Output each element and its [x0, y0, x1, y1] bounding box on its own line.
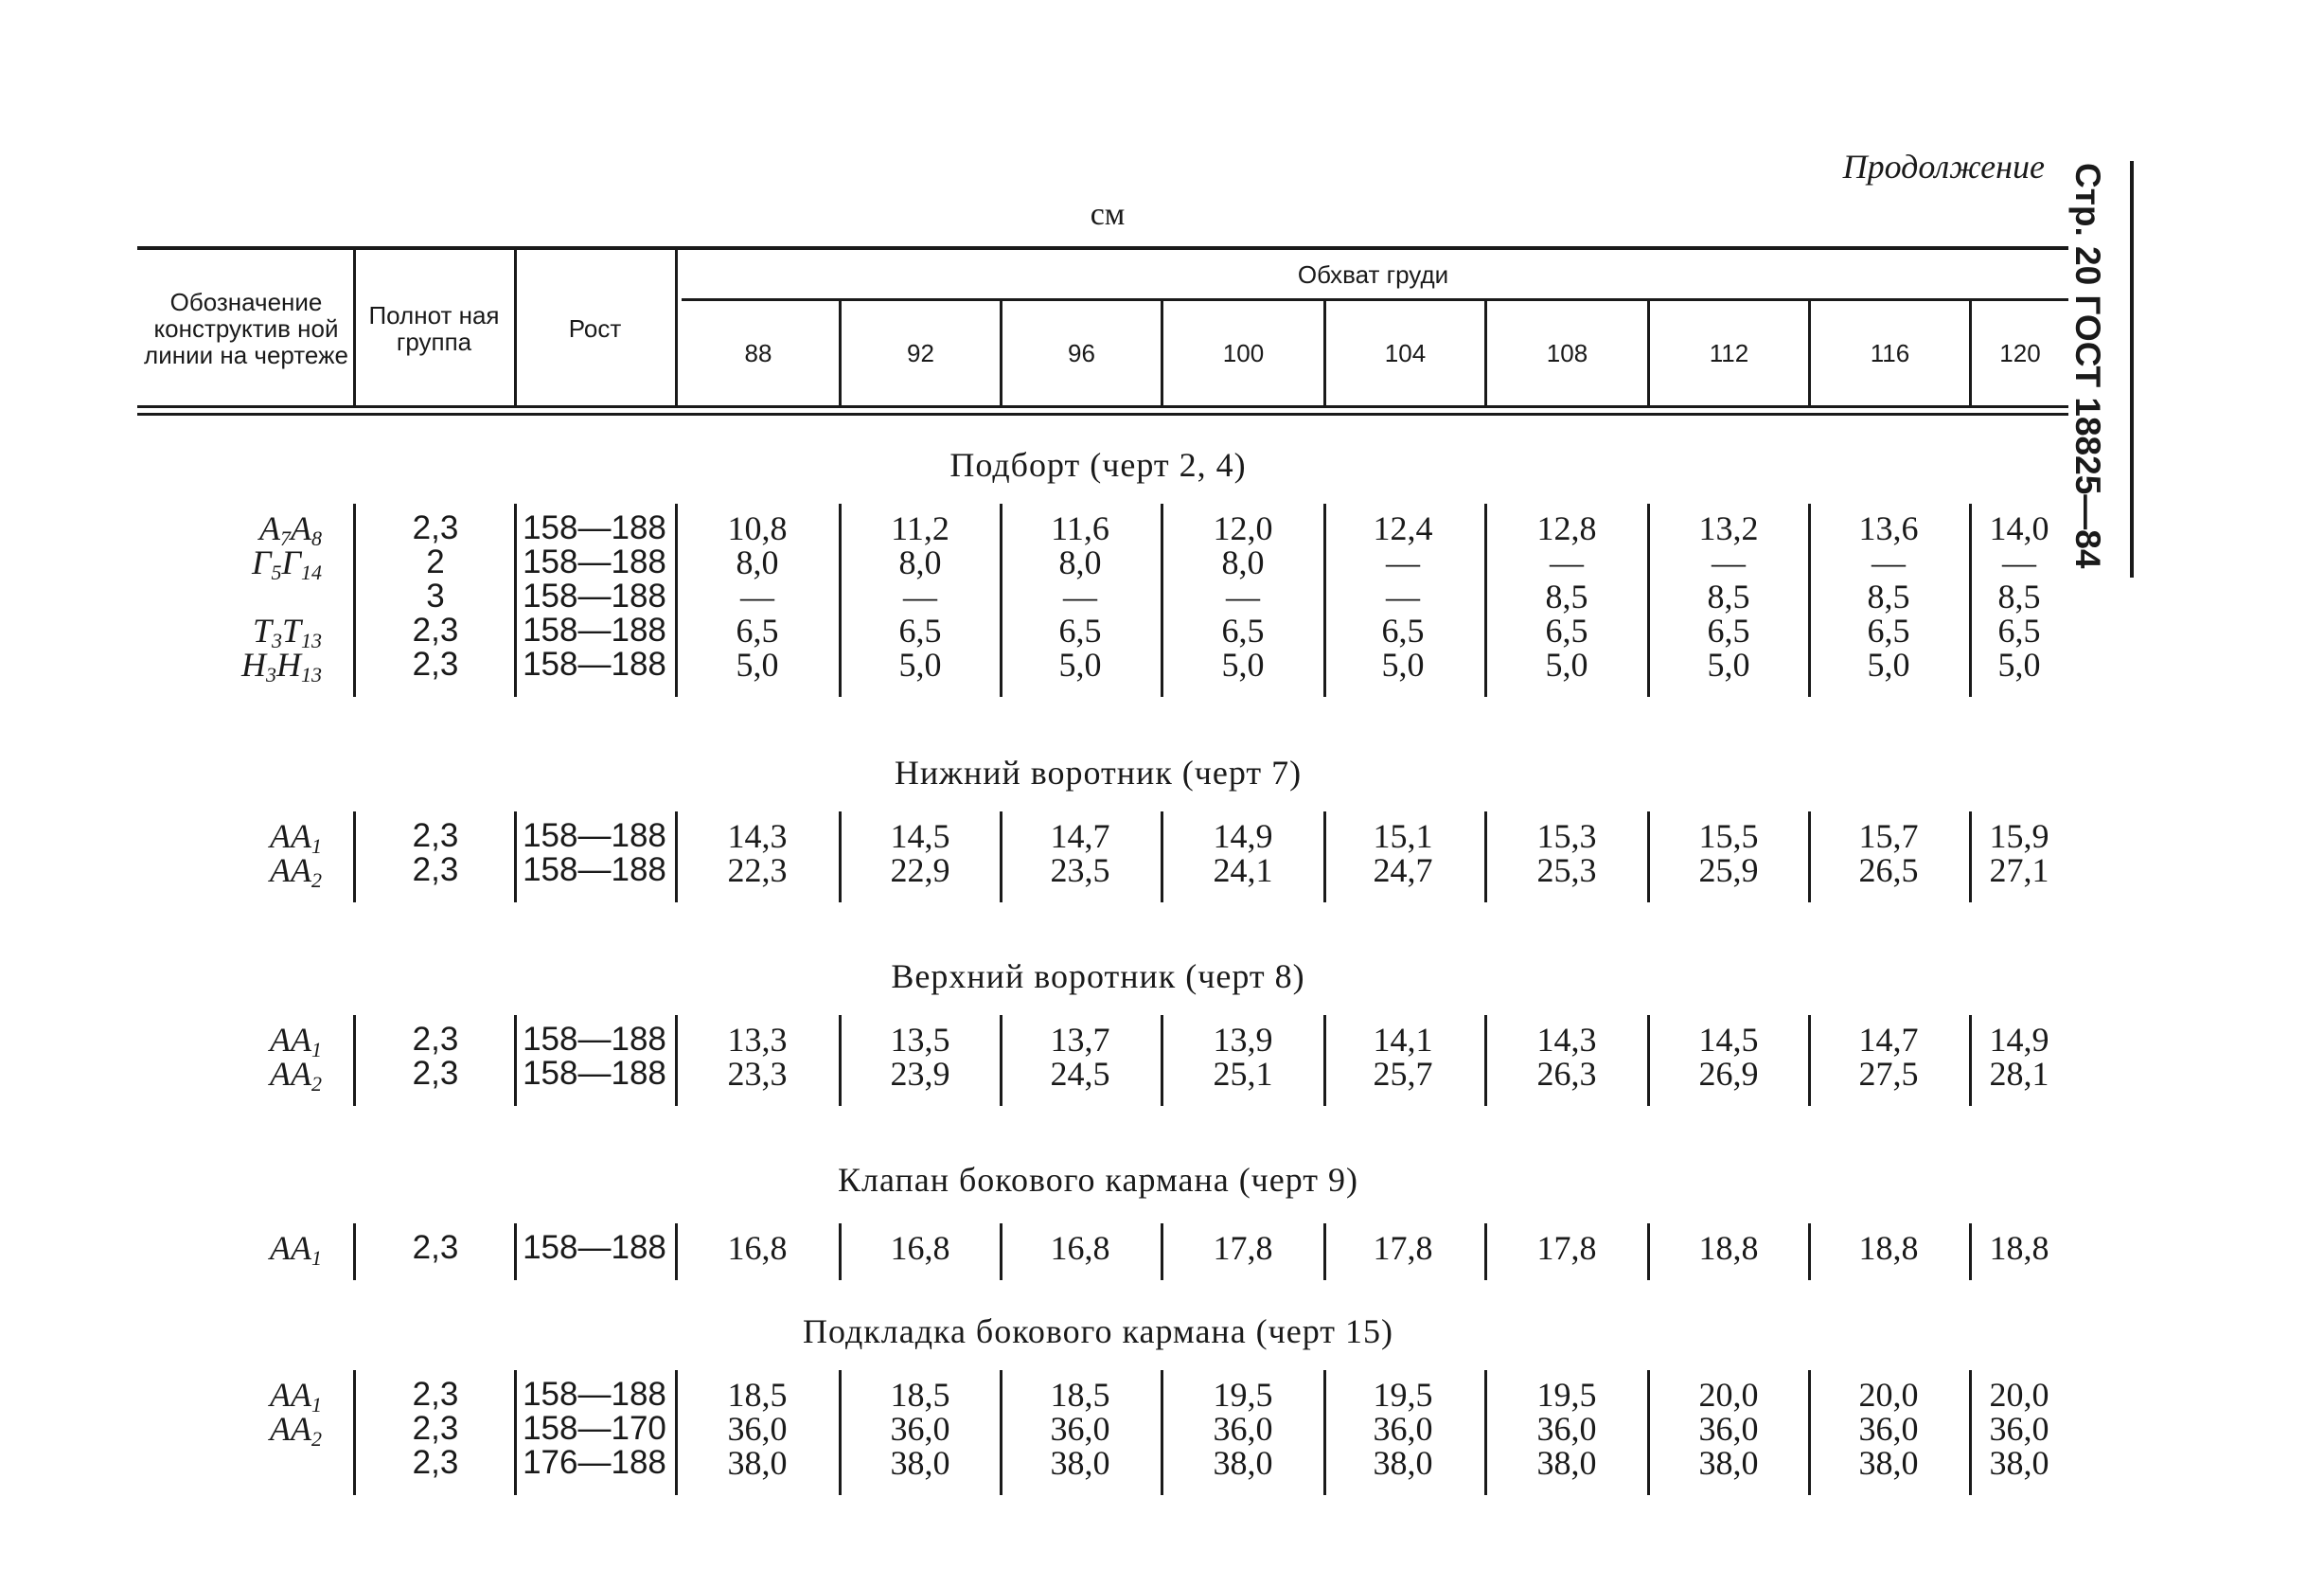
value-cell: 18,8	[1989, 1229, 2049, 1267]
designation-cell: $AA_1$	[270, 1376, 322, 1417]
value-cell: 25,7	[1373, 1055, 1433, 1093]
value-cell: 27,5	[1858, 1055, 1919, 1093]
value-cell: 18,8	[1858, 1229, 1919, 1267]
value-cell: 20,0	[1698, 1376, 1759, 1414]
value-cell: 28,1	[1989, 1055, 2049, 1093]
value-cell: 13,9	[1213, 1021, 1273, 1059]
value-cell: 12,0	[1213, 509, 1273, 547]
table-row	[0, 1446, 2083, 1480]
height-cell: 158—188	[523, 578, 666, 615]
value-cell: —	[903, 578, 937, 615]
section-title: Подборт (черт 2, 4)	[949, 446, 1247, 484]
value-cell: 6,5	[1381, 612, 1425, 650]
designation-cell: $AA_1$	[270, 817, 322, 858]
table-row	[0, 1410, 2083, 1451]
value-cell: 26,5	[1858, 851, 1919, 889]
group-cell: 2,3	[412, 1376, 459, 1413]
value-cell: 5,0	[1867, 646, 1910, 684]
value-cell: 38,0	[1858, 1444, 1919, 1482]
value-cell: 13,7	[1050, 1021, 1110, 1059]
value-cell: —	[1063, 578, 1097, 615]
section-title: Подкладка бокового кармана (черт 15)	[802, 1312, 1393, 1350]
value-cell: 12,8	[1536, 509, 1597, 547]
value-cell: 5,0	[1997, 646, 2041, 684]
value-cell: 13,5	[890, 1021, 950, 1059]
value-cell: 36,0	[1536, 1410, 1597, 1448]
group-cell: 3	[426, 578, 445, 615]
value-cell: 36,0	[1698, 1410, 1759, 1448]
value-cell: 17,8	[1373, 1229, 1433, 1267]
designation-cell: $AA_2$	[270, 1410, 322, 1451]
value-cell: 16,8	[727, 1229, 788, 1267]
height-cell: 158—188	[523, 646, 666, 683]
section-title: Верхний воротник (черт 8)	[891, 957, 1305, 995]
table-row	[0, 544, 2083, 584]
height-cell: 158—170	[523, 1410, 666, 1447]
value-cell: 6,5	[1867, 612, 1910, 650]
chest-header-rule	[682, 298, 2068, 301]
value-cell: 5,0	[1707, 646, 1750, 684]
value-cell: 19,5	[1536, 1376, 1597, 1414]
value-cell: 15,1	[1373, 817, 1433, 855]
height-cell: 158—188	[523, 817, 666, 854]
continuation-label: Продолжение	[1842, 148, 2045, 186]
value-cell: 25,3	[1536, 851, 1597, 889]
height-cell: 158—188	[523, 544, 666, 580]
value-cell: 5,0	[1058, 646, 1102, 684]
value-cell: 38,0	[1373, 1444, 1433, 1482]
value-cell: 18,8	[1698, 1229, 1759, 1267]
size-header: 96	[1068, 339, 1095, 367]
value-cell: 8,5	[1707, 578, 1750, 615]
value-cell: 24,7	[1373, 851, 1433, 889]
size-header: 120	[1999, 339, 2041, 367]
group-cell: 2,3	[412, 1229, 459, 1266]
designation-header: Обозначение конструктив ной линии на чертеже	[144, 288, 348, 369]
value-cell: 12,4	[1373, 509, 1433, 547]
value-cell: 6,5	[1707, 612, 1750, 650]
table-row	[0, 1229, 2083, 1270]
height-cell: 158—188	[523, 851, 666, 888]
designation-cell: $AA_1$	[270, 1021, 322, 1061]
designation-cell: $A_7A_8$	[259, 509, 322, 550]
value-cell: 22,3	[727, 851, 788, 889]
value-cell: 38,0	[890, 1444, 950, 1482]
side-rule	[2130, 161, 2134, 578]
value-cell: 38,0	[1536, 1444, 1597, 1482]
value-cell: 8,5	[1867, 578, 1910, 615]
value-cell: 19,5	[1213, 1376, 1273, 1414]
value-cell: 17,8	[1536, 1229, 1597, 1267]
designation-cell: $T_3T_{13}$	[252, 612, 322, 652]
value-cell: 5,0	[1545, 646, 1588, 684]
header-bottom-rule-2	[137, 413, 2068, 416]
value-cell: 36,0	[1213, 1410, 1273, 1448]
height-cell: 158—188	[523, 1055, 666, 1092]
value-cell: 17,8	[1213, 1229, 1273, 1267]
table-row	[0, 851, 2083, 892]
value-cell: 15,3	[1536, 817, 1597, 855]
value-cell: —	[1872, 544, 1906, 581]
size-header: 116	[1870, 339, 1910, 367]
value-cell: 18,5	[727, 1376, 788, 1414]
value-cell: 38,0	[1989, 1444, 2049, 1482]
value-cell: 14,7	[1858, 1021, 1919, 1059]
size-header: 100	[1222, 339, 1265, 367]
value-cell: —	[1386, 578, 1420, 615]
value-cell: 38,0	[727, 1444, 788, 1482]
value-cell: 11,6	[1051, 509, 1109, 547]
value-cell: 38,0	[1050, 1444, 1110, 1482]
value-cell: 23,3	[727, 1055, 788, 1093]
value-cell: 6,5	[1545, 612, 1588, 650]
value-cell: 22,9	[890, 851, 950, 889]
value-cell: 14,1	[1373, 1021, 1433, 1059]
value-cell: 26,3	[1536, 1055, 1597, 1093]
height-cell: 158—188	[523, 1376, 666, 1413]
group-cell: 2,3	[412, 1410, 459, 1447]
table-row	[0, 1055, 2083, 1096]
value-cell: 14,9	[1213, 817, 1273, 855]
value-cell: 36,0	[727, 1410, 788, 1448]
value-cell: 14,3	[727, 817, 788, 855]
value-cell: 14,3	[1536, 1021, 1597, 1059]
value-cell: 15,5	[1698, 817, 1759, 855]
value-cell: 8,5	[1545, 578, 1588, 615]
value-cell: 5,0	[736, 646, 779, 684]
section-title: Клапан бокового кармана (черт 9)	[837, 1161, 1359, 1199]
designation-cell: $AA_2$	[270, 851, 322, 892]
size-header: 108	[1546, 339, 1588, 367]
value-cell: 26,9	[1698, 1055, 1759, 1093]
units-label: см	[1090, 197, 1126, 232]
group-header: Полнот ная группа	[368, 301, 500, 356]
value-cell: 20,0	[1858, 1376, 1919, 1414]
value-cell: 15,7	[1858, 817, 1919, 855]
height-cell: 176—188	[523, 1444, 666, 1481]
value-cell: 15,9	[1989, 817, 2049, 855]
table-row	[0, 646, 2083, 686]
value-cell: 36,0	[1050, 1410, 1110, 1448]
value-cell: 13,2	[1698, 509, 1759, 547]
value-cell: 10,8	[727, 509, 788, 547]
value-cell: 20,0	[1989, 1376, 2049, 1414]
value-cell: 6,5	[1997, 612, 2041, 650]
value-cell: 8,0	[898, 544, 942, 581]
group-cell: 2,3	[412, 1055, 459, 1092]
value-cell: 6,5	[736, 612, 779, 650]
table-row	[0, 509, 2083, 550]
group-cell: 2,3	[412, 817, 459, 854]
value-cell: 36,0	[1989, 1410, 2049, 1448]
group-cell: 2,3	[412, 1021, 459, 1058]
value-cell: 14,9	[1989, 1021, 2049, 1059]
value-cell: 6,5	[1058, 612, 1102, 650]
designation-cell: $Г_5Г_{14}$	[252, 544, 322, 584]
value-cell: 38,0	[1213, 1444, 1273, 1482]
value-cell: 6,5	[1221, 612, 1265, 650]
value-cell: —	[1712, 544, 1746, 581]
value-cell: 16,8	[890, 1229, 950, 1267]
value-cell: —	[2002, 544, 2036, 581]
value-cell: 27,1	[1989, 851, 2049, 889]
value-cell: 6,5	[898, 612, 942, 650]
table-top-rule	[137, 246, 2068, 250]
value-cell: —	[740, 578, 774, 615]
designation-cell: $AA_1$	[270, 1229, 322, 1270]
group-cell: 2,3	[412, 851, 459, 888]
value-cell: 36,0	[1373, 1410, 1433, 1448]
section-title: Нижний воротник (черт 7)	[894, 754, 1303, 792]
table-row	[0, 579, 2083, 614]
group-cell: 2,3	[412, 1444, 459, 1481]
value-cell: —	[1226, 578, 1260, 615]
size-header: 88	[744, 339, 772, 367]
value-cell: 36,0	[890, 1410, 950, 1448]
value-cell: 24,1	[1213, 851, 1273, 889]
designation-cell: $H_3H_{13}$	[241, 646, 322, 686]
value-cell: 14,0	[1989, 509, 2049, 547]
page-header-vertical: Стр. 20 ГОСТ 18825—84	[2068, 163, 2107, 569]
value-cell: 8,5	[1997, 578, 2041, 615]
value-cell: 8,0	[1058, 544, 1102, 581]
value-cell: —	[1550, 544, 1584, 581]
value-cell: 13,3	[727, 1021, 788, 1059]
value-cell: 14,5	[1698, 1021, 1759, 1059]
height-cell: 158—188	[523, 509, 666, 546]
value-cell: 16,8	[1050, 1229, 1110, 1267]
value-cell: 14,7	[1050, 817, 1110, 855]
height-header: Рост	[568, 314, 622, 343]
group-cell: 2	[426, 544, 445, 580]
value-cell: 24,5	[1050, 1055, 1110, 1093]
table-row	[0, 1376, 2083, 1417]
value-cell: 18,5	[1050, 1376, 1110, 1414]
value-cell: 11,2	[891, 509, 949, 547]
value-cell: 38,0	[1698, 1444, 1759, 1482]
group-cell: 2,3	[412, 509, 459, 546]
value-cell: 5,0	[1221, 646, 1265, 684]
value-cell: 5,0	[898, 646, 942, 684]
group-cell: 2,3	[412, 612, 459, 649]
chest-header: Обхват груди	[1297, 260, 1449, 289]
size-header: 104	[1384, 339, 1427, 367]
value-cell: 13,6	[1858, 509, 1919, 547]
value-cell: 23,5	[1050, 851, 1110, 889]
table-row	[0, 1021, 2083, 1061]
size-header: 92	[907, 339, 934, 367]
value-cell: 14,5	[890, 817, 950, 855]
value-cell: 36,0	[1858, 1410, 1919, 1448]
table-row	[0, 612, 2083, 652]
height-cell: 158—188	[523, 1229, 666, 1266]
value-cell: 8,0	[736, 544, 779, 581]
value-cell: 8,0	[1221, 544, 1265, 581]
size-header: 112	[1709, 339, 1749, 367]
value-cell: —	[1386, 544, 1420, 581]
value-cell: 23,9	[890, 1055, 950, 1093]
designation-cell: $AA_2$	[270, 1055, 322, 1096]
value-cell: 19,5	[1373, 1376, 1433, 1414]
height-cell: 158—188	[523, 1021, 666, 1058]
header-bottom-rule-1	[137, 405, 2068, 408]
height-cell: 158—188	[523, 612, 666, 649]
table-row	[0, 817, 2083, 858]
group-cell: 2,3	[412, 646, 459, 683]
value-cell: 5,0	[1381, 646, 1425, 684]
value-cell: 25,9	[1698, 851, 1759, 889]
value-cell: 18,5	[890, 1376, 950, 1414]
value-cell: 25,1	[1213, 1055, 1273, 1093]
